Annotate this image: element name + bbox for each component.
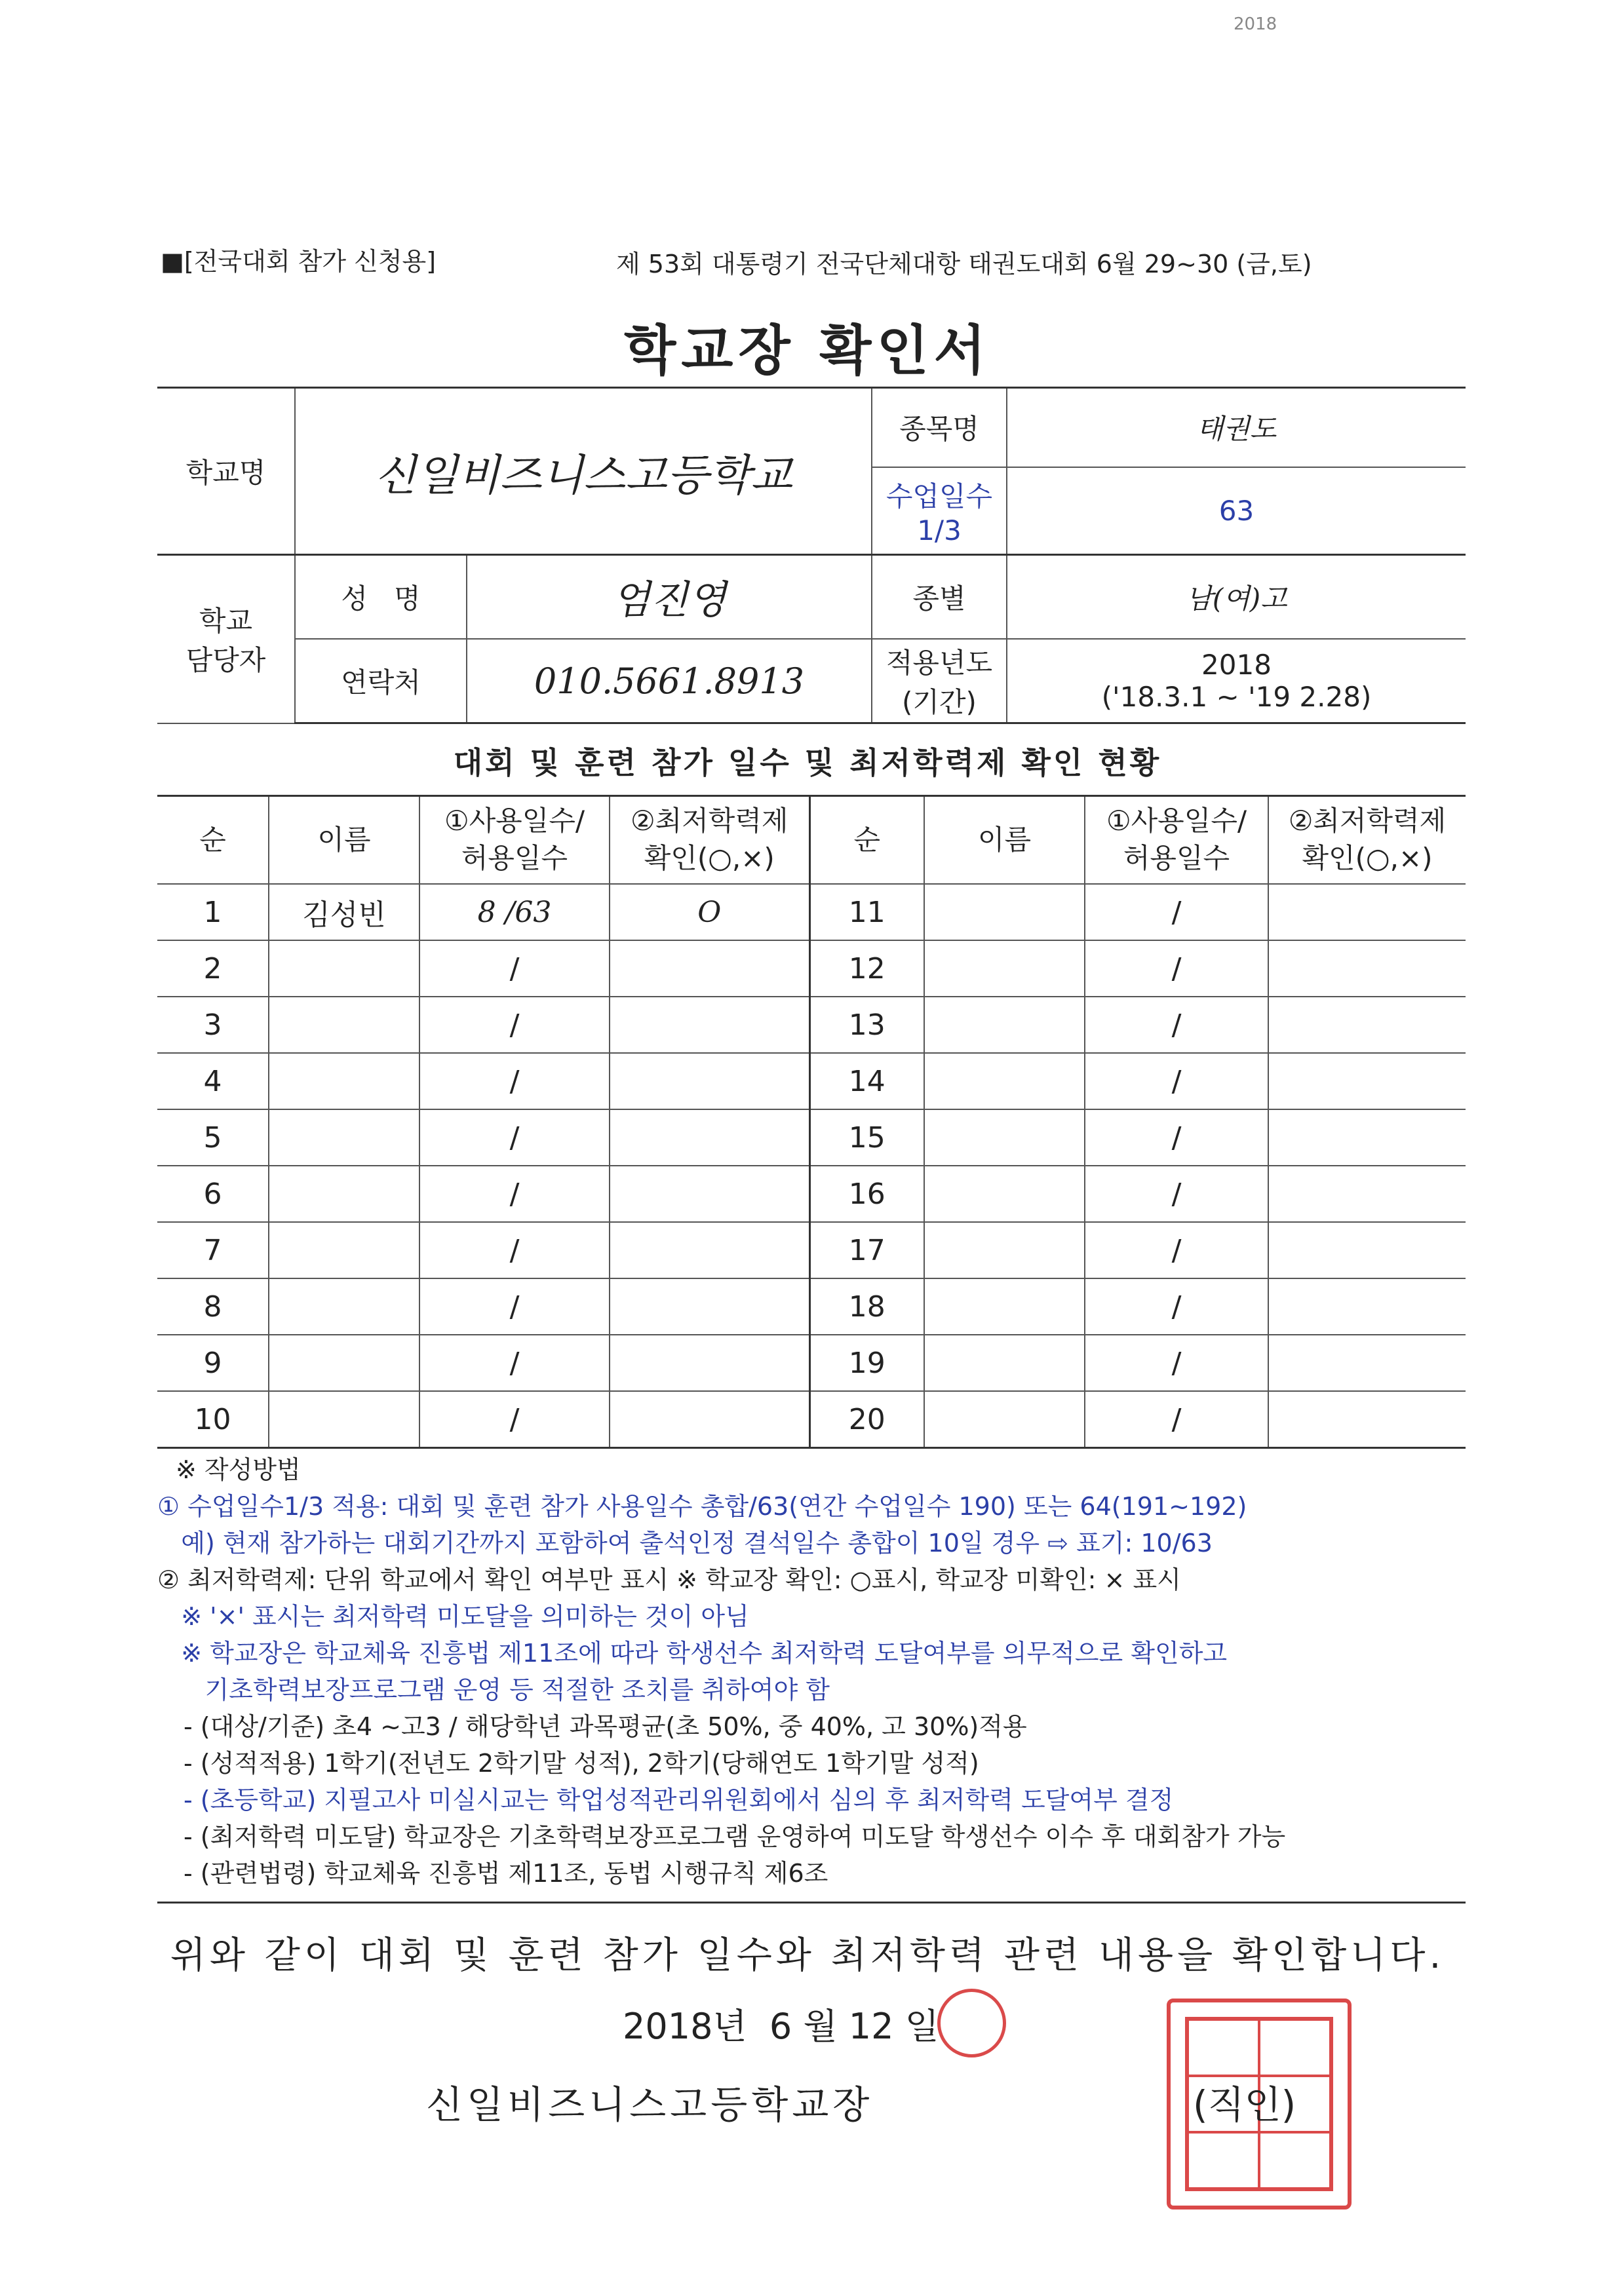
row-check xyxy=(610,1391,809,1448)
row-number: 14 xyxy=(809,1053,924,1109)
row-number: 18 xyxy=(809,1278,924,1335)
note-1b: 예) 현재 참가하는 대회기간까지 포함하여 출석인정 결석일수 총합이 10일 경우 ⇨ 표기: 10/63 xyxy=(157,1529,1213,1558)
col-header-days-line1: ①사용일수/ xyxy=(1106,805,1247,837)
row-name xyxy=(924,1278,1085,1335)
notes-heading: ※ 작성방법 xyxy=(176,1455,301,1484)
row-check xyxy=(610,940,809,997)
contact-person-label xyxy=(157,555,295,723)
row-number: 12 xyxy=(809,940,924,997)
row-check xyxy=(610,1222,809,1278)
row-number: 15 xyxy=(809,1109,924,1166)
signature-date: 2018년 6 월 12 일 xyxy=(623,2006,939,2047)
row-check xyxy=(1268,1391,1466,1448)
class-days-label-line1: 수업일수 xyxy=(885,480,993,512)
row-check xyxy=(1268,1278,1466,1335)
row-name xyxy=(269,940,419,997)
class-days-label-line2: 1/3 xyxy=(917,514,962,546)
row-check: O xyxy=(610,884,809,940)
row-name xyxy=(924,1335,1085,1391)
period-label-line2: (기간) xyxy=(902,686,977,718)
col-header-check-line1: ②최저학력제 xyxy=(1288,805,1447,837)
contact-person-label-line2: 담당자 xyxy=(185,644,266,677)
row-number: 8 xyxy=(157,1278,269,1335)
period-value-line1: 2018 xyxy=(1201,649,1272,681)
row-name xyxy=(924,997,1085,1053)
row-number: 20 xyxy=(809,1391,924,1448)
seal-mark-label: (직인) xyxy=(1193,2082,1296,2127)
row-number: 2 xyxy=(157,940,269,997)
class-days-value: 63 xyxy=(1007,467,1466,555)
table-row xyxy=(157,1278,1466,1335)
row-name xyxy=(269,1335,419,1391)
confirmation-statement: 위와 같이 대회 및 훈련 참가 일수와 최저학력 관련 내용을 확인합니다. xyxy=(170,1934,1445,1977)
row-number: 7 xyxy=(157,1222,269,1278)
row-number: 6 xyxy=(157,1166,269,1222)
phone-value: 010.5661.8913 xyxy=(467,639,872,723)
table-row xyxy=(157,1391,1466,1448)
row-check xyxy=(1268,1335,1466,1391)
row-days: 8 /63 xyxy=(419,884,610,940)
row-days: / xyxy=(419,940,610,997)
row-check xyxy=(610,1278,809,1335)
phone-label: 연락처 xyxy=(295,639,467,723)
col-header-check-line1: ②최저학력제 xyxy=(630,805,788,837)
col-header-name: 이름 xyxy=(269,796,419,885)
row-days: / xyxy=(419,1335,610,1391)
row-name xyxy=(924,1391,1085,1448)
table-row xyxy=(157,997,1466,1053)
row-number: 17 xyxy=(809,1222,924,1278)
school-name-value: 신일비즈니스고등학교 xyxy=(295,388,872,555)
school-info-table xyxy=(157,387,1466,724)
note-4b: 기초학력보장프로그램 운영 등 적절한 조치를 취하여야 함 xyxy=(157,1675,830,1704)
row-name: 김성빈 xyxy=(269,884,419,940)
col-header-no: 순 xyxy=(157,796,269,885)
row-name xyxy=(269,1391,419,1448)
row-name xyxy=(269,1222,419,1278)
row-days: / xyxy=(419,1053,610,1109)
detail-4: - (최저학력 미도달) 학교장은 기초학력보장프로그램 운영하여 미도달 학생선수 이수 후 대회참가 가능 xyxy=(184,1822,1286,1851)
row-name xyxy=(924,1109,1085,1166)
sport-value: 태권도 xyxy=(1007,388,1466,467)
row-number: 3 xyxy=(157,997,269,1053)
col-header-name: 이름 xyxy=(924,796,1085,885)
row-days: / xyxy=(419,1278,610,1335)
section-title: 대회 및 훈련 참가 일수 및 최저학력제 확인 현황 xyxy=(453,745,1162,780)
class-days-label xyxy=(872,467,1007,555)
col-header-check-line2: 확인(○,×) xyxy=(1302,842,1433,874)
row-name xyxy=(924,1053,1085,1109)
row-number: 4 xyxy=(157,1053,269,1109)
participation-table xyxy=(157,795,1466,1449)
form-type-label: ■[전국대회 참가 신청용] xyxy=(161,247,437,276)
row-check xyxy=(1268,1166,1466,1222)
table-row xyxy=(157,1166,1466,1222)
row-name xyxy=(269,1053,419,1109)
row-check xyxy=(610,997,809,1053)
row-name xyxy=(924,884,1085,940)
note-1a: ① 수업일수1/3 적용: 대회 및 훈련 참가 사용일수 총합/63(연간 수업일수 190) 또는 64(191~192) xyxy=(157,1492,1247,1521)
row-days: / xyxy=(1085,1166,1268,1222)
notes-section xyxy=(157,1451,1468,1892)
row-name xyxy=(924,1222,1085,1278)
row-name xyxy=(924,940,1085,997)
row-check xyxy=(1268,1053,1466,1109)
name-label: 성 명 xyxy=(295,555,467,640)
note-2: ② 최저학력제: 단위 학교에서 확인 여부만 표시 ※ 학교장 확인: ○표시, 학교장 미확인: × 표시 xyxy=(157,1565,1181,1594)
row-check xyxy=(610,1335,809,1391)
row-check xyxy=(1268,997,1466,1053)
detail-5: - (관련법령) 학교체육 진흥법 제11조, 동법 시행규칙 제6조 xyxy=(184,1859,828,1888)
col-header-no: 순 xyxy=(809,796,924,885)
period-label-line1: 적용년도 xyxy=(885,647,993,679)
col-header-days xyxy=(419,796,610,885)
table-row xyxy=(157,1335,1466,1391)
row-check xyxy=(1268,940,1466,997)
col-header-days xyxy=(1085,796,1268,885)
row-days: / xyxy=(419,1166,610,1222)
principal-title: 신일비즈니스고등학교장 xyxy=(426,2082,874,2127)
col-header-days-line2: 허용일수 xyxy=(1123,842,1230,874)
year-mark: 2018 xyxy=(1234,14,1277,34)
col-header-days-line1: ①사용일수/ xyxy=(444,805,585,837)
row-name xyxy=(269,1109,419,1166)
note-3: ※ '×' 표시는 최저학력 미도달을 의미하는 것이 아님 xyxy=(157,1602,749,1631)
table-row xyxy=(157,1109,1466,1166)
col-header-days-line2: 허용일수 xyxy=(461,842,568,874)
date-correction-stamp xyxy=(937,1989,1006,2057)
row-name xyxy=(269,1278,419,1335)
row-check xyxy=(610,1053,809,1109)
row-number: 10 xyxy=(157,1391,269,1448)
row-number: 11 xyxy=(809,884,924,940)
table-row xyxy=(157,940,1466,997)
row-days: / xyxy=(1085,1222,1268,1278)
detail-3: - (초등학교) 지필고사 미실시교는 학업성적관리위원회에서 심의 후 최저학력 도달여부 결정 xyxy=(184,1786,1174,1814)
row-days: / xyxy=(1085,1053,1268,1109)
table-row xyxy=(157,1053,1466,1109)
document-title: 학교장 확인서 xyxy=(624,320,991,382)
row-number: 1 xyxy=(157,884,269,940)
period-label xyxy=(872,639,1007,723)
row-number: 19 xyxy=(809,1335,924,1391)
row-number: 9 xyxy=(157,1335,269,1391)
table-row xyxy=(157,884,1466,940)
row-check xyxy=(1268,1222,1466,1278)
row-days: / xyxy=(419,1391,610,1448)
row-check xyxy=(1268,1109,1466,1166)
row-name xyxy=(269,1166,419,1222)
row-days: / xyxy=(1085,1109,1268,1166)
row-number: 16 xyxy=(809,1166,924,1222)
detail-1: - (대상/기준) 초4 ~고3 / 해당학년 과목평균(초 50%, 중 40%, 고 30%)적용 xyxy=(184,1712,1027,1741)
divider xyxy=(157,1902,1466,1904)
period-value xyxy=(1007,639,1466,723)
gender-value: 남(여)고 xyxy=(1007,555,1466,640)
row-check xyxy=(1268,884,1466,940)
row-check xyxy=(610,1109,809,1166)
col-header-check xyxy=(1268,796,1466,885)
gender-label: 종별 xyxy=(872,555,1007,640)
event-title: 제 53회 대통령기 전국단체대항 태권도대회 6월 29~30 (금,토) xyxy=(616,250,1312,278)
row-days: / xyxy=(1085,997,1268,1053)
row-days: / xyxy=(1085,1391,1268,1448)
row-name xyxy=(924,1166,1085,1222)
row-days: / xyxy=(1085,1278,1268,1335)
name-value: 엄진영 xyxy=(467,555,872,640)
contact-person-label-line1: 학교 xyxy=(199,605,253,638)
row-check xyxy=(610,1166,809,1222)
row-name xyxy=(269,997,419,1053)
col-header-check xyxy=(610,796,809,885)
sport-label: 종목명 xyxy=(872,388,1007,467)
row-days: / xyxy=(419,1109,610,1166)
period-value-line2: ('18.3.1 ~ '19 2.28) xyxy=(1101,681,1372,713)
note-4a: ※ 학교장은 학교체육 진흥법 제11조에 따라 학생선수 최저학력 도달여부를 의무적으로 확인하고 xyxy=(157,1639,1228,1668)
row-days: / xyxy=(419,997,610,1053)
table-row xyxy=(157,1222,1466,1278)
school-name-label: 학교명 xyxy=(157,388,295,555)
row-number: 5 xyxy=(157,1109,269,1166)
row-days: / xyxy=(419,1222,610,1278)
row-days: / xyxy=(1085,1335,1268,1391)
col-header-check-line2: 확인(○,×) xyxy=(644,842,775,874)
row-days: / xyxy=(1085,940,1268,997)
row-number: 13 xyxy=(809,997,924,1053)
detail-2: - (성적적용) 1학기(전년도 2학기말 성적), 2학기(당해연도 1학기말 성적) xyxy=(184,1749,979,1778)
row-days: / xyxy=(1085,884,1268,940)
